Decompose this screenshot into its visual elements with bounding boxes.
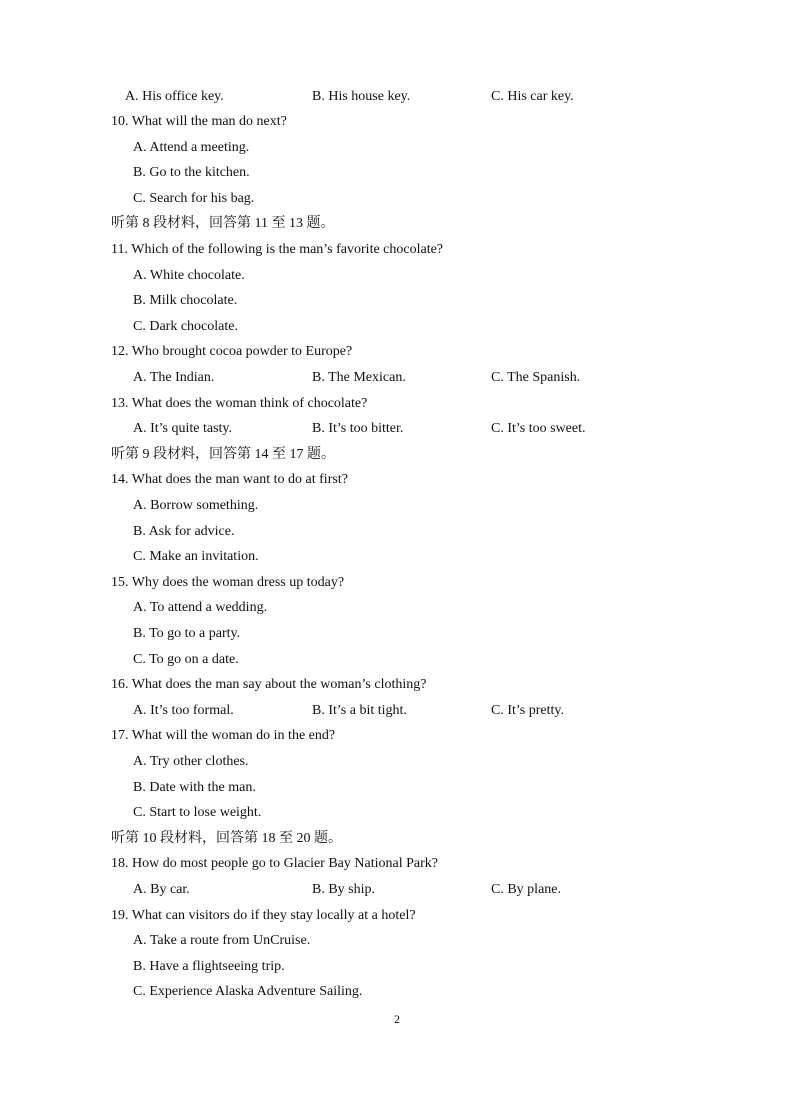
- q12-option-b: B. The Mexican.: [312, 370, 406, 385]
- q16-stem: 16. What does the man say about the woman’s clothing?: [111, 677, 427, 692]
- q16-option-c: C. It’s pretty.: [491, 703, 564, 718]
- q16-option-a: A. It’s too formal.: [133, 703, 234, 718]
- q19-option-a: A. Take a route from UnCruise.: [133, 933, 311, 948]
- q14-option-b: B. Ask for advice.: [133, 524, 235, 539]
- q17-option-b: B. Date with the man.: [133, 780, 256, 795]
- q13-option-c: C. It’s too sweet.: [491, 421, 586, 436]
- q16-option-b: B. It’s a bit tight.: [312, 703, 407, 718]
- q13-option-a: A. It’s quite tasty.: [133, 421, 233, 436]
- q10-option-a: A. Attend a meeting.: [133, 140, 250, 155]
- q14-option-c: C. Make an invitation.: [133, 549, 259, 564]
- q14-option-a: A. Borrow something.: [133, 498, 259, 513]
- q18-option-a: A. By car.: [133, 882, 190, 897]
- section-10-instruction: 听第 10 段材料，回答第 18 至 20 题。: [111, 831, 342, 846]
- q17-option-a: A. Try other clothes.: [133, 754, 249, 769]
- q11-stem: 11. Which of the following is the man’s favorite chocolate?: [111, 242, 444, 257]
- q19-option-c: C. Experience Alaska Adventure Sailing.: [133, 984, 363, 999]
- section-9-instruction: 听第 9 段材料，回答第 14 至 17 题。: [111, 447, 335, 462]
- q15-stem: 15. Why does the woman dress up today?: [111, 575, 345, 590]
- q15-option-a: A. To attend a wedding.: [133, 600, 268, 615]
- q12-option-c: C. The Spanish.: [491, 370, 581, 385]
- q13-stem: 13. What does the woman think of chocolate?: [111, 396, 368, 411]
- q11-option-b: B. Milk chocolate.: [133, 293, 238, 308]
- page-number: 2: [394, 1012, 400, 1026]
- q11-option-c: C. Dark chocolate.: [133, 319, 238, 334]
- q12-option-a: A. The Indian.: [133, 370, 215, 385]
- q12-stem: 12. Who brought cocoa powder to Europe?: [111, 344, 353, 359]
- q10-option-b: B. Go to the kitchen.: [133, 165, 250, 180]
- q19-option-b: B. Have a flightseeing trip.: [133, 959, 285, 974]
- q14-stem: 14. What does the man want to do at first?: [111, 472, 348, 487]
- q15-option-b: B. To go to a party.: [133, 626, 241, 641]
- q11-option-a: A. White chocolate.: [133, 268, 245, 283]
- q15-option-c: C. To go on a date.: [133, 652, 239, 667]
- q19-stem: 19. What can visitors do if they stay locally at a hotel?: [111, 908, 416, 923]
- q18-option-b: B. By ship.: [312, 882, 376, 897]
- q9-option-b: B. His house key.: [312, 89, 411, 104]
- q9-option-c: C. His car key.: [491, 89, 574, 104]
- q17-option-c: C. Start to lose weight.: [133, 805, 262, 820]
- q13-option-b: B. It’s too bitter.: [312, 421, 404, 436]
- q10-stem: 10. What will the man do next?: [111, 114, 287, 129]
- q9-option-a: A. His office key.: [125, 89, 224, 104]
- q10-option-c: C. Search for his bag.: [133, 191, 255, 206]
- q17-stem: 17. What will the woman do in the end?: [111, 728, 336, 743]
- q18-stem: 18. How do most people go to Glacier Bay National Park?: [111, 856, 438, 871]
- section-8-instruction: 听第 8 段材料，回答第 11 至 13 题。: [111, 216, 335, 231]
- q18-option-c: C. By plane.: [491, 882, 561, 897]
